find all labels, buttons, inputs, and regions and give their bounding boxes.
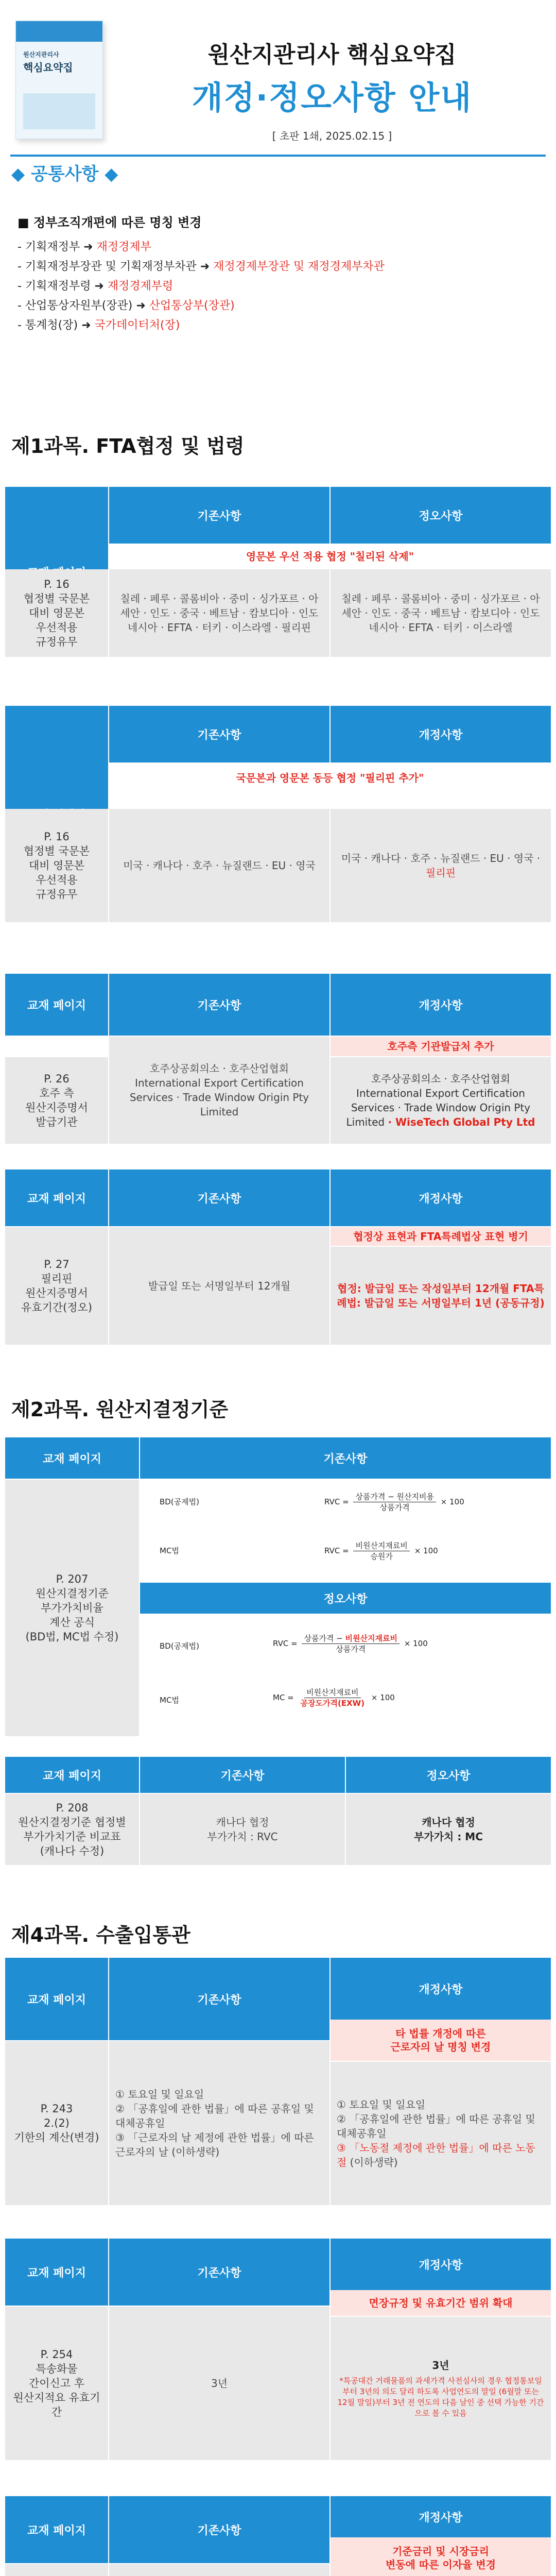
bd-label: BD(공제법)	[160, 1497, 200, 1506]
standard-content: 칠레 · 페루 · 콜롬비아 · 중미 · 싱가포르 · 아세안 · 인도 · 중국 · 베트남 · 캄보디아 · 인도네시아 · EFTA · 터키 · 이스라엘 · 필리핀	[109, 569, 329, 657]
standard-content: 3년	[109, 2307, 329, 2460]
page-title: 개정·정오사항 안내	[192, 79, 473, 116]
standard-content: ① 토요일 및 일요일 ② 「공휴일에 관한 법률」에 따른 공휴일 및 대체공휴일 ③ 「근로자의 날 제정에 관한 법률」에 따른 근로자의 날 (이하생략)	[109, 2041, 329, 2205]
book-cover-image	[15, 21, 103, 139]
page-reference: P. 26 호주 측 원산지증명서 발급기관	[5, 1057, 108, 1144]
col-header-page: 교재 페이지	[5, 2239, 108, 2306]
revision-content: 미국 · 캐나다 · 호주 · 뉴질랜드 · EU · 영국 · 필리핀	[331, 809, 551, 922]
common-line: - 기획재정부 ➜ 재정경제부	[18, 241, 151, 253]
page-reference: P. 27 필리핀 원산지증명서 유효기간(정오)	[5, 1227, 108, 1345]
header-subtitle: 원산지관리사 핵심요약집	[207, 42, 457, 68]
page-reference: P. 208 원산지결정기준 협정별 부가가치기준 비교표 (캐나다 수정)	[5, 1794, 139, 1865]
change-banner: 영문본 우선 적용 협정 "칠리된 삭제"	[109, 544, 551, 569]
col-header-page: 교재 페이지	[5, 1437, 139, 1479]
col-header-page: 교재 페이지	[5, 1757, 139, 1793]
change-banner: 타 법률 개정에 따른 근로자의 날 명칭 변경	[331, 2020, 551, 2061]
col-header-revision: 개정사항	[331, 2239, 551, 2290]
page-reference	[5, 2564, 108, 2576]
revision-content: 3년 *특공대간 거래물품의 과세가격 사전심사의 경우 협정통보일부터 3년의 의도 달리 하도록 사업연도의 말일 (6월말 또는 12월 말일)부터 3년 전 연도의 다음 날인 중 선택 가능한 기간으로 볼 수 있음	[331, 2317, 551, 2460]
common-section-title: ◆ 공통사항 ◆	[11, 164, 118, 184]
col-header-revision: 개정사항	[331, 706, 551, 762]
ch2-table-1	[5, 1437, 551, 1736]
mc-label: MC법	[160, 1546, 179, 1555]
fix-bd-formula: RVC = $\frac{\text{상품가격 − 비원산지재료비}}{\text{상품가격}}$ × 100	[273, 1634, 428, 1654]
common-box	[5, 201, 551, 376]
book-big-title: 핵심요약집	[23, 61, 73, 74]
chapter-2-title: 제2과목. 원산지결정기준	[11, 1398, 229, 1421]
change-banner: 호주측 기관발급처 추가	[331, 1037, 551, 1056]
common-line: - 기획재정부령 ➜ 재정경제부령	[18, 280, 173, 293]
revision-content: 호주상공회의소 · 호주산업협회 International Export Certification Services · Trade Window Origin Pty Limited · WiseTech Global Pty Ltd	[331, 1057, 551, 1144]
bd-label: BD(공제법)	[160, 1641, 200, 1651]
col-header-page: 교재 페이지	[5, 1170, 108, 1226]
col-header-standard: 기존사항	[109, 2496, 329, 2563]
col-header-correction: 정오사항	[140, 1583, 551, 1614]
common-line: - 산업통상자원부(장관) ➜ 산업통상부(장관)	[18, 299, 235, 312]
revision-content: ① 토요일 및 일요일 ② 「공휴일에 관한 법률」에 따른 공휴일 및 대체공휴일 ③ 「노동절 제정에 관한 법률」에 따른 노동절 (이하생략)	[331, 2062, 551, 2205]
col-header-correction: 정오사항	[346, 1757, 551, 1793]
ch4-table-3	[5, 2496, 551, 2576]
chapter-4-title: 제4과목. 수출입통관	[11, 1924, 190, 1946]
change-banner: 협정상 표현과 FTA특례법상 표현 병기	[331, 1227, 551, 1246]
common-line: - 기획재정부장관 및 기획재정부차관 ➜ 재정경제부장관 및 재정경제부차관	[18, 260, 385, 273]
revision-content: 협정: 발급일 또는 작성일부터 12개월 FTA특례법: 발급일 또는 서명일부터 1년 (공동규정)	[331, 1247, 551, 1345]
col-header-revision: 개정사항	[331, 1170, 551, 1226]
col-header-revision: 개정사항	[331, 974, 551, 1036]
col-header-page: 교재 페이지	[5, 1958, 108, 2040]
correction-formulas	[140, 1614, 551, 1736]
col-header-standard: 기존사항	[109, 487, 329, 544]
standard-content: 발급일 또는 서명일부터 12개월	[109, 1227, 329, 1345]
chapter-1-title: 제1과목. FTA협정 및 법령	[11, 435, 245, 457]
correction-content: 칠레 · 페루 · 콜롬비아 · 중미 · 싱가포르 · 아세안 · 인도 · 중국 · 베트남 · 캄보디아 · 인도네시아 · EFTA · 터키 · 이스라엘	[331, 569, 551, 657]
col-header-standard: 기존사항	[109, 974, 329, 1036]
standard-content	[109, 2564, 329, 2576]
ch4-table-2	[5, 2239, 551, 2460]
diamond-icon: ◆	[105, 164, 118, 184]
page-reference: P. 254 특송화물 간이신고 후 원산지적요 유효기간	[5, 2307, 108, 2460]
correction-content: 캐나다 협정 부가가치 : MC	[346, 1794, 551, 1865]
change-banner: 국문본과 영문본 동등 협정 "필리핀 추가"	[109, 762, 551, 793]
col-header-standard: 기존사항	[140, 1437, 551, 1479]
ch1-table-1	[5, 487, 551, 657]
mc-label: MC법	[160, 1696, 179, 1705]
std-mc-formula: RVC = $\frac{\text{비원산지재료비}}{\text{승원가}}$ × 100	[324, 1541, 438, 1561]
ch1-table-4	[5, 1170, 551, 1345]
book-small-title: 원산지관리사	[23, 51, 59, 58]
standard-content: 캐나다 협정 부가가치 : RVC	[140, 1794, 345, 1865]
col-header-standard: 기존사항	[109, 706, 329, 762]
common-line: - 통계청(장) ➜ 국가데이터처(장)	[18, 319, 180, 332]
col-header-standard: 기존사항	[109, 1958, 329, 2040]
standard-content: 호주상공회의소 · 호주산업협회 International Export Certification Services · Trade Window Origin Pty Limited	[109, 1037, 329, 1144]
fix-mc-formula: MC = $\frac{\text{비원산지재료비}}{\text{공장도가격(EXW)}}$ × 100	[273, 1688, 395, 1708]
col-header-page: 교재 페이지	[5, 974, 108, 1036]
header-divider	[10, 155, 546, 157]
page-reference: P. 16 협정별 국문본 대비 영문본 우선적용 규정유무	[5, 809, 108, 922]
ch1-table-3	[5, 974, 551, 1144]
page-reference: P. 243 2.(2) 기한의 계산(변경)	[5, 2041, 108, 2205]
col-header-standard: 기존사항	[140, 1757, 345, 1793]
col-header-revision: 개정사항	[331, 1958, 551, 2020]
ch2-table-2	[5, 1757, 551, 1865]
change-banner: 기준금리 및 시장금리 변동에 따른 이자율 변경	[331, 2537, 551, 2576]
col-header-standard: 기존사항	[109, 1170, 329, 1226]
page-reference: P. 16 협정별 국문본 대비 영문본 우선적용 규정유무	[5, 569, 108, 657]
std-bd-formula: RVC = $\frac{\text{상품가격 − 원산지비용}}{\text{상품가격}}$ × 100	[324, 1492, 464, 1512]
standard-content: 미국 · 캐나다 · 호주 · 뉴질랜드 · EU · 영국	[109, 809, 329, 922]
ch4-table-1	[5, 1958, 551, 2205]
col-header-correction: 정오사항	[331, 487, 551, 544]
ch1-table-2	[5, 706, 551, 922]
page-reference: P. 207 원산지결정기준 부가가치비율 계산 공식 (BD법, MC법 수정)	[5, 1480, 139, 1736]
diamond-icon: ◆	[11, 164, 25, 184]
col-header-revision: 개정사항	[331, 2496, 551, 2537]
edition-date: [ 초판 1쇄, 2025.02.15 ]	[272, 130, 392, 142]
col-header-page: 교재 페이지	[5, 2496, 108, 2563]
change-banner: 면장규정 및 유효기간 범위 확대	[331, 2290, 551, 2316]
common-heading: ■ 정부조직개편에 따른 명칭 변경	[18, 215, 202, 230]
col-header-standard: 기존사항	[109, 2239, 329, 2306]
